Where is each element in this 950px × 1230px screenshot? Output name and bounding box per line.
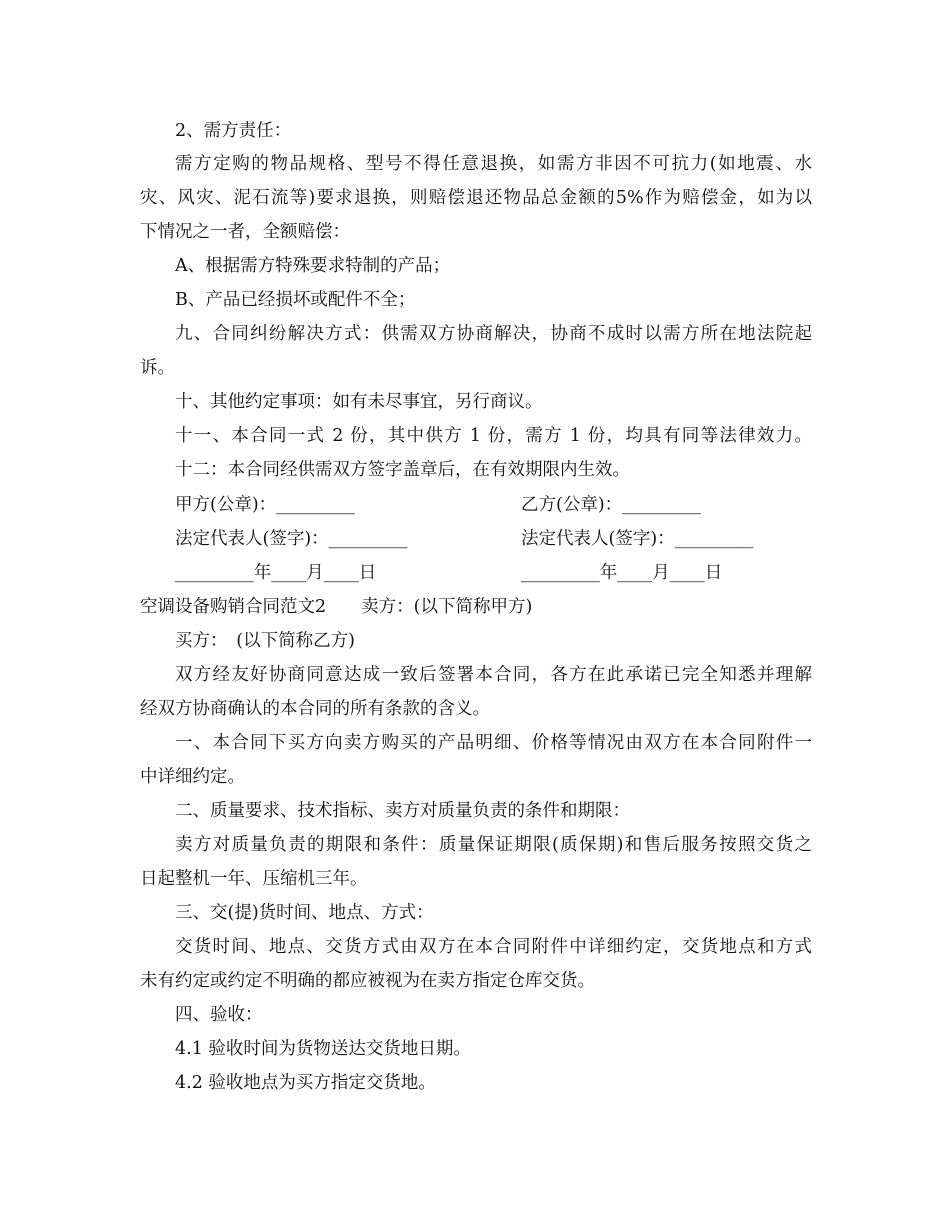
paragraph-line: 双方经友好协商同意达成一致后签署本合同，各方在此承诺已完全知悉并理解 (175, 665, 812, 685)
paragraph-line: 十、其他约定事项：如有未尽事宜，另行商议。 (175, 392, 543, 412)
paragraph-line: 经双方协商确认的本合同的所有条款的含义。 (140, 699, 490, 719)
section-heading: 四、验收： (175, 1005, 263, 1025)
party-a-date-field: _________年____月____日 (175, 563, 377, 583)
list-item: 4.1 验收时间为货物送达交货地日期。 (175, 1039, 471, 1059)
section-heading-buyer-responsibility: 2、需方责任： (175, 121, 292, 141)
party-a-seal-field: 甲方(公章)：_________ (175, 495, 355, 515)
paragraph-line: 灾、风灾、泥石流等)要求退换，则赔偿退还物品总金额的5%作为赔偿金，如为以 (140, 188, 812, 208)
list-item: A、根据需方特殊要求特制的产品； (175, 256, 451, 276)
paragraph-line: 一、本合同下买方向卖方购买的产品明细、价格等情况由双方在本合同附件一 (175, 733, 812, 753)
paragraph-line: 日起整机一年、压缩机三年。 (140, 869, 368, 889)
paragraph-line: 九、合同纠纷解决方式：供需双方协商解决，协商不成时以需方所在地法院起 (175, 324, 812, 344)
section-heading: 三、交(提)货时间、地点、方式： (175, 903, 434, 923)
paragraph-line: 交货时间、地点、交货方式由双方在本合同附件中详细约定，交货地点和方式 (175, 937, 812, 957)
paragraph-line: 需方定购的物品规格、型号不得任意退换，如需方非因不可抗力(如地震、水 (175, 154, 812, 174)
party-b-representative-field: 法定代表人(签字)：_________ (521, 529, 754, 549)
party-b-seal-field: 乙方(公章)：_________ (521, 495, 701, 515)
paragraph-line: 下情况之一者，全额赔偿： (140, 222, 350, 242)
paragraph-line: 诉。 (140, 358, 175, 378)
paragraph-line: 买方： (以下简称乙方) (175, 631, 355, 651)
list-item: B、产品已经损坏或配件不全； (175, 290, 416, 310)
paragraph-line: 十二：本合同经供需双方签字盖章后，在有效期限内生效。 (175, 460, 630, 480)
paragraph-line: 卖方对质量负责的期限和条件：质量保证期限(质保期)和售后服务按照交货之 (175, 835, 812, 855)
party-a-representative-field: 法定代表人(签字)：_________ (175, 529, 408, 549)
paragraph-line: 中详细约定。 (140, 767, 245, 787)
list-item: 4.2 验收地点为买方指定交货地。 (175, 1073, 436, 1093)
paragraph-line: 未有约定或约定不明确的都应被视为在卖方指定仓库交货。 (140, 971, 595, 991)
section-heading: 二、质量要求、技术指标、卖方对质量负责的条件和期限： (175, 801, 630, 821)
contract-title-line: 空调设备购销合同范文2 卖方：(以下简称甲方) (140, 597, 533, 617)
paragraph-line: 十一、本合同一式 2 份，其中供方 1 份，需方 1 份，均具有同等法律效力。 (175, 426, 812, 446)
party-b-date-field: _________年____月____日 (521, 563, 723, 583)
